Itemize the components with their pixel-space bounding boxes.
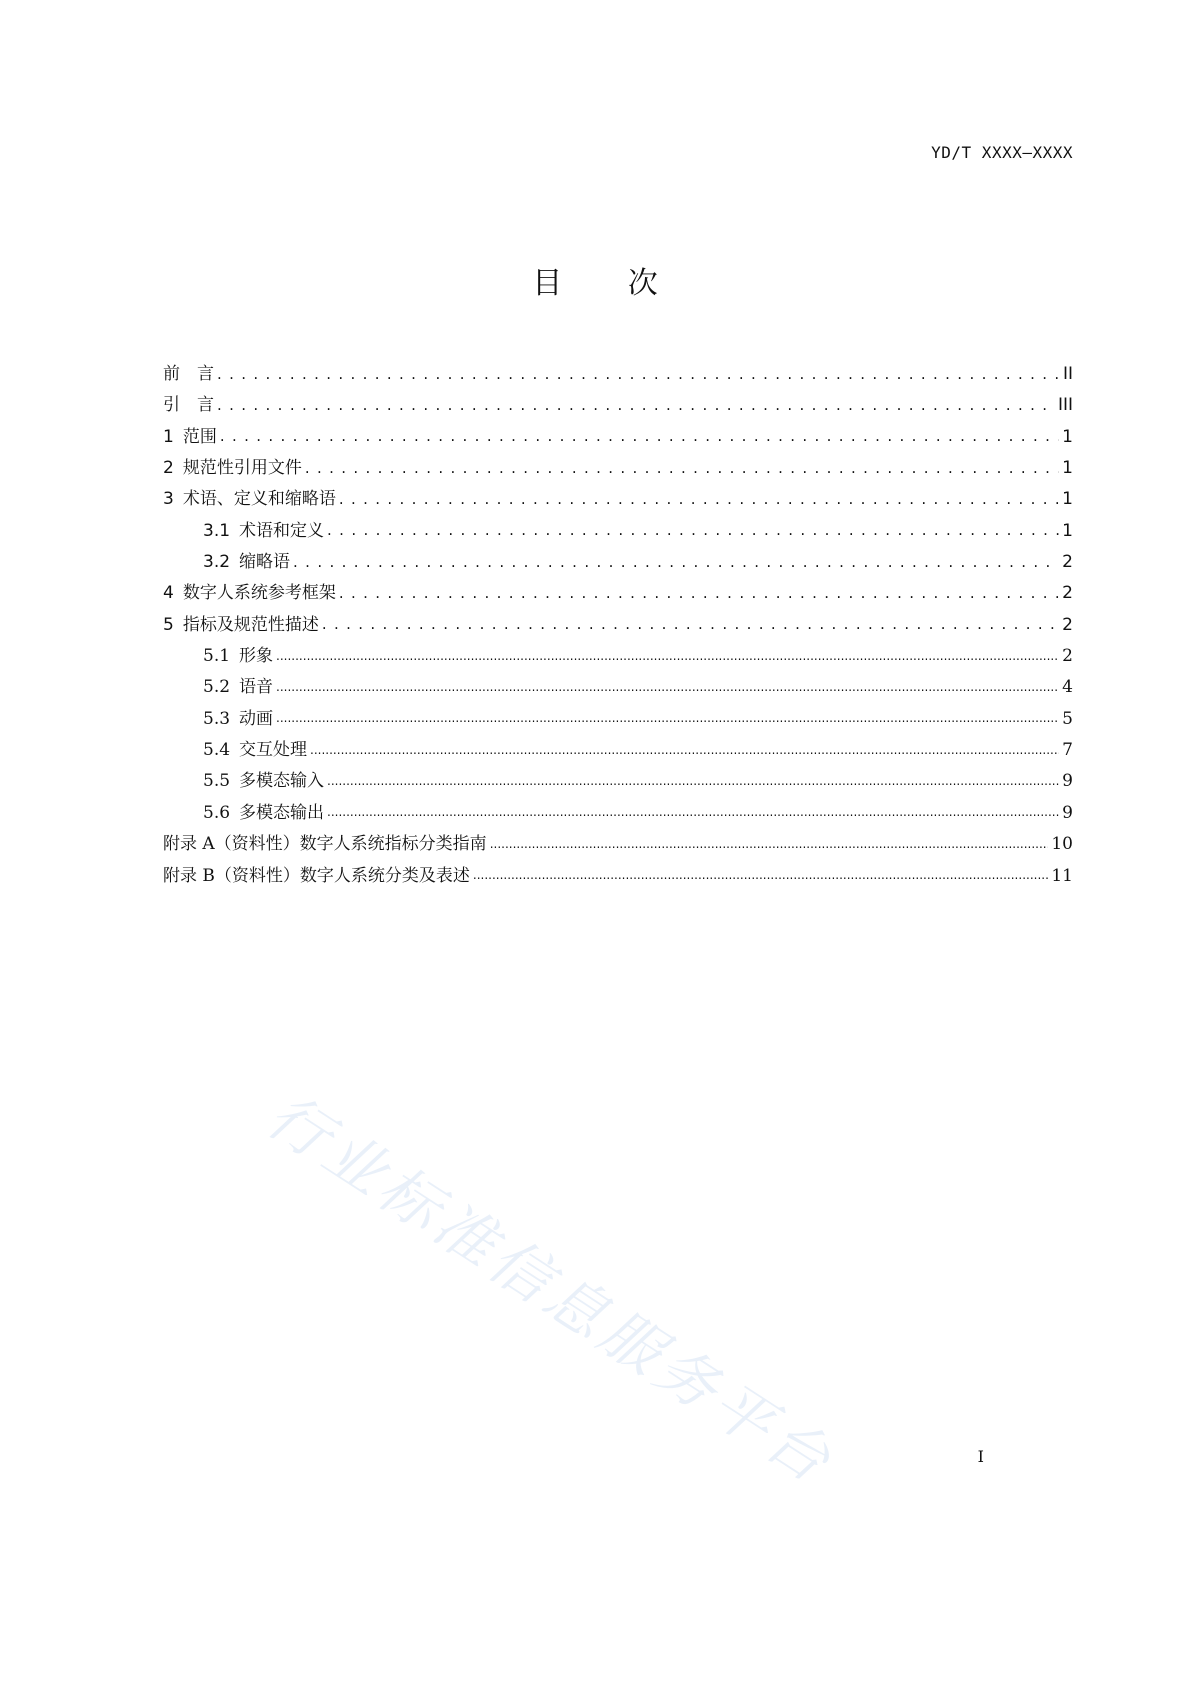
toc-leader-dots [217, 365, 1060, 385]
toc-entry-number: 5.5 [203, 771, 231, 792]
toc-entry-page: 1 [1062, 489, 1073, 510]
toc-entry-label: 范围 [182, 426, 217, 447]
toc-leader-dots [327, 521, 1059, 541]
toc-entry-page: 4 [1062, 677, 1073, 698]
toc-entry-1[interactable] [163, 422, 1073, 453]
toc-entry-number: 5 [163, 614, 174, 635]
toc-entry-label: 规范性引用文件 [182, 458, 302, 479]
toc-entry-page: 9 [1062, 802, 1073, 823]
toc-leader-dots [339, 584, 1059, 604]
toc-entry-4[interactable] [163, 578, 1073, 609]
toc-entry-page: 1 [1062, 458, 1073, 479]
toc-entry-3[interactable] [163, 484, 1073, 515]
toc-entry-label: 前 言 [163, 364, 214, 384]
toc-leader-dots [310, 741, 1059, 761]
toc-entry-page: 5 [1062, 708, 1073, 729]
toc-entry-5[interactable] [163, 610, 1073, 641]
toc-entry-number: 2 [163, 458, 174, 479]
toc-entry-label: 引 言 [163, 395, 214, 416]
page-number: I [977, 1447, 984, 1466]
toc-entry-foreword[interactable] [163, 359, 1073, 390]
toc-leader-dots [473, 866, 1048, 886]
toc-entry-label: 附录 A（资料性）数字人系统指标分类指南 [163, 834, 487, 855]
toc-entry-page: 2 [1062, 583, 1073, 604]
toc-entry-page: 1 [1062, 520, 1073, 541]
toc-leader-dots [339, 490, 1059, 510]
toc-entry-label: 多模态输入 [239, 771, 325, 792]
toc-leader-dots [220, 427, 1059, 447]
toc-leader-dots [327, 772, 1059, 792]
toc-entry-page: II [1062, 364, 1073, 384]
toc-entry-page: 10 [1051, 834, 1073, 855]
toc-leader-dots [276, 709, 1059, 729]
toc-entry-appendix-b[interactable] [163, 861, 1073, 892]
toc-entry-page: 1 [1062, 426, 1073, 447]
toc-entry-label: 附录 B（资料性）数字人系统分类及表述 [163, 865, 470, 886]
toc-entry-appendix-a[interactable] [163, 829, 1073, 860]
toc-leader-dots [322, 615, 1059, 635]
toc-entry-label: 形象 [239, 646, 274, 667]
toc-entry-number: 5.6 [203, 802, 231, 823]
toc-entry-number: 5.4 [203, 740, 231, 761]
toc-entry-label: 指标及规范性描述 [182, 614, 319, 635]
toc-entry-label: 术语、定义和缩略语 [182, 489, 336, 510]
toc-entry-page: 2 [1062, 552, 1073, 573]
toc-entry-number: 1 [163, 426, 174, 447]
toc-entry-number: 3 [163, 489, 174, 510]
toc-entry-5-2[interactable] [163, 672, 1073, 703]
toc-leader-dots [276, 678, 1059, 698]
toc-entry-label: 交互处理 [239, 740, 308, 761]
toc-leader-dots [327, 803, 1059, 823]
toc-leader-dots [305, 459, 1059, 479]
toc-entry-2[interactable] [163, 453, 1073, 484]
toc-entry-page: 11 [1051, 865, 1073, 886]
table-of-contents [163, 359, 1073, 892]
toc-entry-5-6[interactable] [163, 798, 1073, 829]
toc-entry-label: 缩略语 [239, 552, 291, 573]
toc-entry-3-2[interactable] [163, 547, 1073, 578]
toc-entry-5-3[interactable] [163, 704, 1073, 735]
toc-entry-page: 9 [1062, 771, 1073, 792]
document-code: YD/T XXXX—XXXX [931, 143, 1073, 162]
toc-entry-5-4[interactable] [163, 735, 1073, 766]
toc-leader-dots [293, 553, 1059, 573]
toc-entry-label: 多模态输出 [239, 802, 325, 823]
toc-entry-page: 7 [1062, 740, 1073, 761]
toc-leader-dots [490, 835, 1049, 855]
toc-entry-page: III [1057, 395, 1073, 416]
toc-entry-number: 3.2 [203, 552, 231, 573]
toc-entry-5-5[interactable] [163, 766, 1073, 797]
toc-entry-number: 3.1 [203, 520, 231, 541]
toc-entry-label: 语音 [239, 677, 274, 698]
toc-entry-label: 动画 [239, 708, 274, 729]
watermark-text: 行业标准信息服务平台 [254, 1080, 847, 1500]
toc-entry-label: 术语和定义 [239, 520, 325, 541]
toc-entry-page: 2 [1062, 614, 1073, 635]
toc-entry-number: 5.3 [203, 708, 231, 729]
toc-entry-page: 2 [1062, 646, 1073, 667]
toc-entry-5-1[interactable] [163, 641, 1073, 672]
toc-entry-number: 4 [163, 583, 174, 604]
page-title: 目 次 [532, 266, 686, 301]
toc-leader-dots [217, 396, 1055, 416]
toc-entry-3-1[interactable] [163, 516, 1073, 547]
toc-entry-number: 5.1 [203, 646, 231, 667]
toc-entry-number: 5.2 [203, 677, 231, 698]
toc-entry-label: 数字人系统参考框架 [182, 583, 336, 604]
toc-leader-dots [276, 647, 1059, 667]
toc-entry-introduction[interactable] [163, 390, 1073, 421]
